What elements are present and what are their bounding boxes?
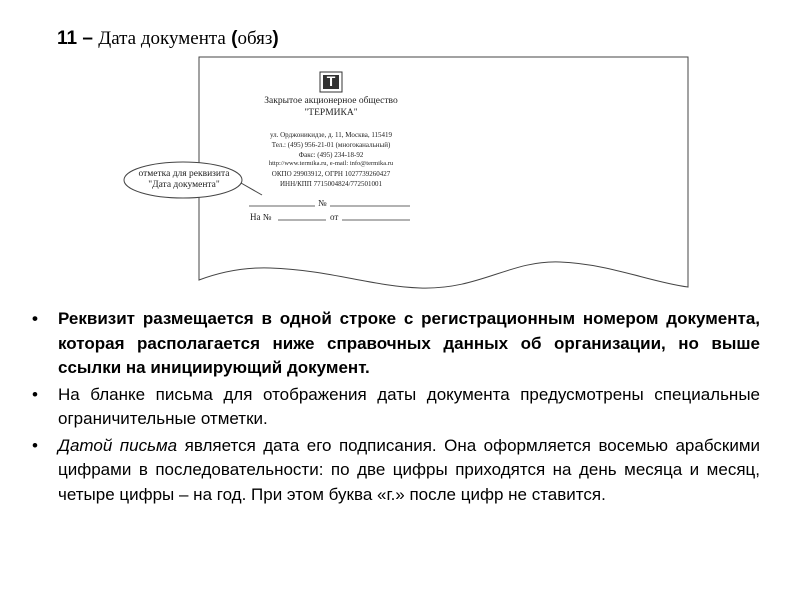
bullet-italic-lead: Датой письма	[58, 435, 178, 455]
bullet-text: Реквизит размещается в одной строке с регистрационным номером документа, которая располагается ниже справочных данных об организации, но выше ссылки на инициирующий документ.	[58, 309, 760, 377]
ref-label: На №	[250, 212, 272, 222]
bullet-list	[32, 307, 760, 509]
org-fax: Факс: (495) 234-18-92	[298, 151, 364, 159]
callout-line-2: "Дата документа"	[148, 180, 220, 190]
bullet-marker: •	[32, 384, 38, 404]
from-label: от	[330, 212, 339, 222]
callout-label	[125, 169, 243, 191]
bullet-item	[32, 434, 760, 508]
title-suffix: обяз	[237, 28, 273, 49]
bullet-item	[32, 383, 760, 432]
org-type: Закрытое акционерное общество	[264, 96, 398, 106]
bullet-text: На бланке письма для отображения даты документа предусмотрены специальные ограничительные отметки.	[58, 384, 760, 428]
org-phone: Тел.: (495) 956-21-01 (многоканальный)	[271, 141, 391, 149]
callout-line-1: отметка для реквизита	[138, 169, 230, 179]
number-sign: №	[318, 198, 327, 208]
org-web: http://www.termika.ru, e-mail: info@termika.ru	[268, 160, 394, 167]
title-dash: –	[82, 28, 93, 49]
bullet-item	[32, 307, 760, 381]
title-text: Дата документа	[98, 28, 226, 49]
bullet-marker: •	[32, 309, 38, 328]
bullet-marker: •	[32, 435, 38, 455]
org-inn: ИНН/КПП 7715004824/772501001	[279, 180, 383, 188]
title-paren-close: )	[272, 28, 279, 49]
bullet-text: является дата его подписания. Она оформляется восемью арабскими цифрами в последовательности: по две цифры приходятся на день месяца и месяц, четыре цифры – на год. При этом буква «г.» после цифр не ставится.	[58, 435, 760, 504]
org-name: "ТЕРМИКА"	[304, 108, 358, 118]
org-okpo: ОКПО 29903912, ОГРН 1027739260427	[271, 170, 391, 178]
org-address: ул. Орджоникидзе, д. 11, Москва, 115419	[269, 131, 393, 139]
slide-number: 11	[57, 28, 78, 49]
title-paren-open: (	[231, 28, 238, 49]
logo-letter: Т	[326, 73, 336, 89]
